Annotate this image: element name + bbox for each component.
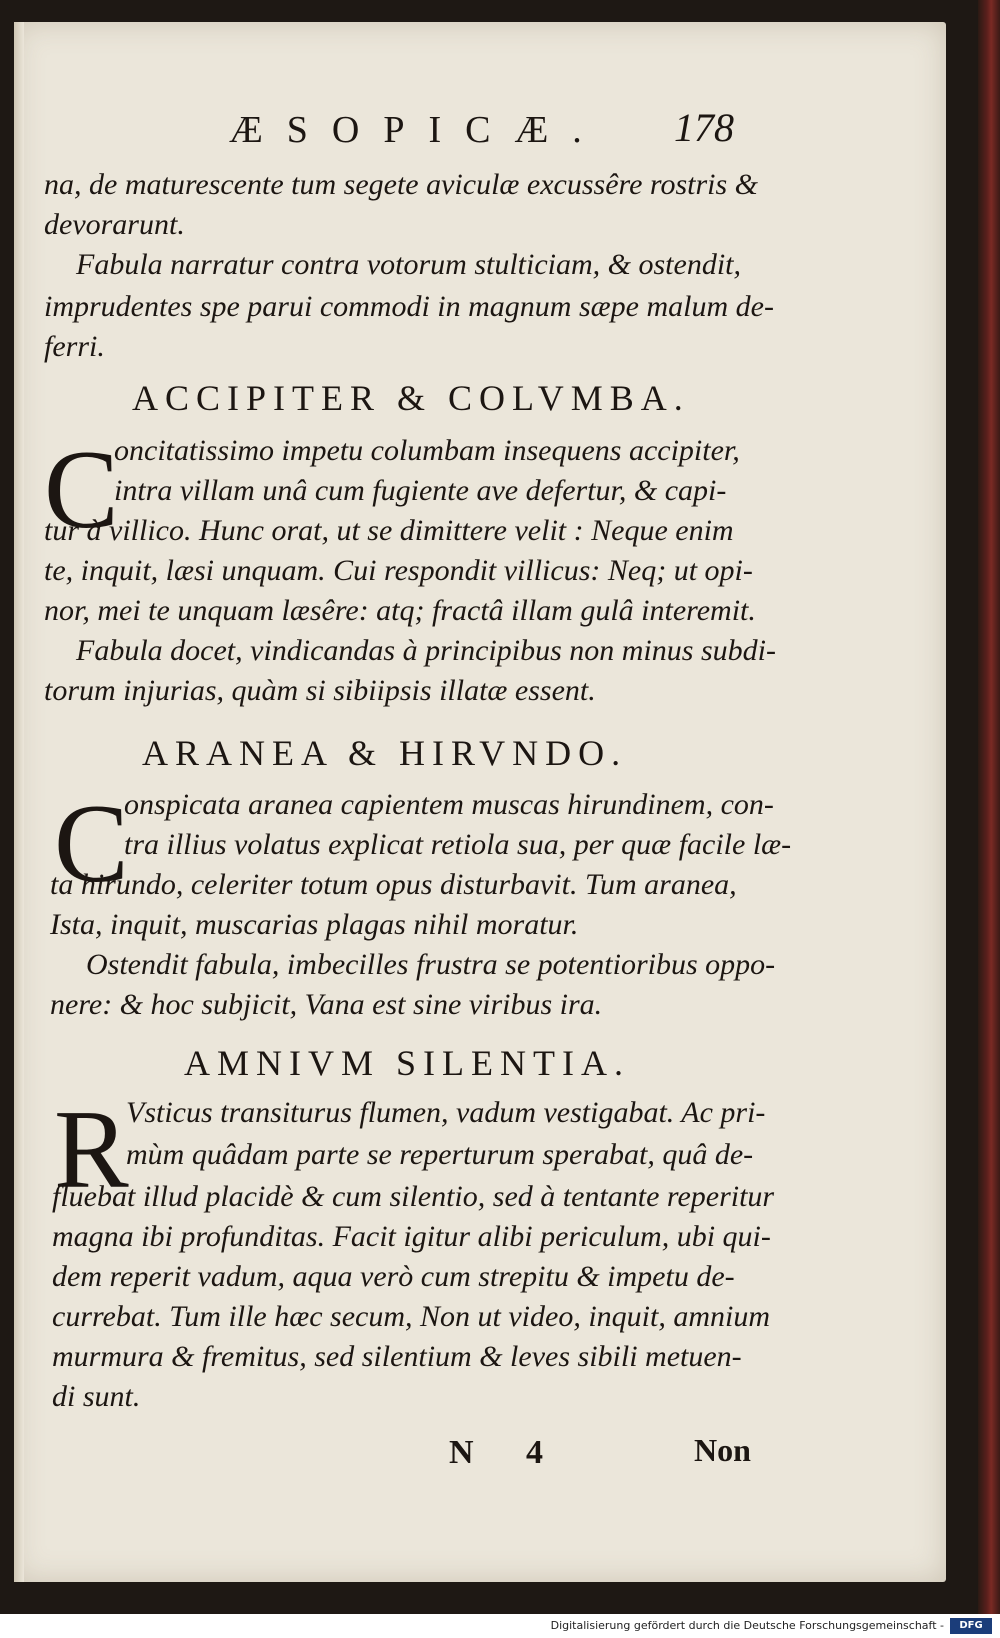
drop-capital: C: [54, 782, 129, 906]
digitization-footer: [0, 1614, 1000, 1638]
catchword: Non: [694, 1432, 751, 1468]
book-spine: [978, 0, 1000, 1614]
text-line: onspicata aranea capientem muscas hirundinem, con-: [124, 788, 774, 821]
text-line: ta hirundo, celeriter totum opus disturbavit. Tum aranea,: [50, 868, 737, 901]
text-line: currebat. Tum ille hæc secum, Non ut video, inquit, amnium: [52, 1300, 770, 1333]
page-text: [14, 22, 946, 1582]
text-line: magna ibi profunditas. Facit igitur alibi periculum, ubi qui-: [52, 1220, 771, 1253]
text-line: imprudentes spe parui commodi in magnum sæpe malum de-: [44, 290, 774, 323]
text-line: Vsticus transiturus flumen, vadum vestigabat. Ac pri-: [126, 1096, 766, 1129]
text-line: torum injurias, quàm si sibiipsis illatæ essent.: [44, 674, 596, 707]
text-line: mùm quâdam parte se reperturum sperabat, quâ de-: [126, 1138, 754, 1171]
dfg-logo: DFG: [950, 1618, 992, 1634]
text-line: Fabula docet, vindicandas à principibus non minus subdi-: [76, 634, 776, 667]
text-line: Fabula narratur contra votorum stulticiam, & ostendit,: [76, 248, 741, 281]
text-line: na, de maturescente tum segete aviculæ excussêre rostris &: [44, 168, 758, 201]
running-title: ÆSOPICÆ.: [229, 109, 606, 151]
fable-title: AMNIVM SILENTIA.: [184, 1043, 630, 1083]
text-line: oncitatissimo impetu columbam insequens accipiter,: [114, 434, 740, 467]
text-line: dem reperit vadum, aqua verò cum strepitu & impetu de-: [52, 1260, 735, 1293]
drop-capital: R: [54, 1088, 129, 1212]
text-line: ferri.: [44, 330, 105, 363]
funding-credit: Digitalisierung gefördert durch die Deutsche Forschungsgemeinschaft -: [550, 1619, 944, 1632]
book-page: [14, 22, 946, 1582]
folio-number: 178: [674, 105, 734, 150]
text-line: Ostendit fabula, imbecilles frustra se potentioribus oppo-: [86, 948, 776, 981]
signature-mark: N 4: [449, 1434, 566, 1471]
text-line: intra villam unâ cum fugiente ave defertur, & capi-: [114, 474, 727, 507]
text-line: tur à villico. Hunc orat, ut se dimittere velit : Neque enim: [44, 514, 734, 547]
text-line: nere: & hoc subjicit, Vana est sine viribus ira.: [50, 988, 603, 1021]
text-line: nor, mei te unquam læsêre: atq; fractâ illam gulâ interemit.: [44, 594, 756, 627]
text-line: di sunt.: [52, 1380, 141, 1413]
text-line: devorarunt.: [44, 208, 185, 241]
text-line: fluebat illud placidè & cum silentio, sed à tentante reperitur: [52, 1180, 775, 1213]
text-line: tra illius volatus explicat retiola sua, per quæ facile læ-: [124, 828, 792, 861]
drop-capital: C: [44, 428, 119, 552]
text-line: te, inquit, læsi unquam. Cui respondit villicus: Neq; ut opi-: [44, 554, 753, 587]
fable-title: ACCIPITER & COLVMBA.: [132, 378, 690, 418]
text-line: murmura & fremitus, sed silentium & leves sibili metuen-: [52, 1340, 742, 1373]
fable-title: ARANEA & HIRVNDO.: [142, 733, 628, 773]
text-line: Ista, inquit, muscarias plagas nihil moratur.: [50, 908, 579, 941]
